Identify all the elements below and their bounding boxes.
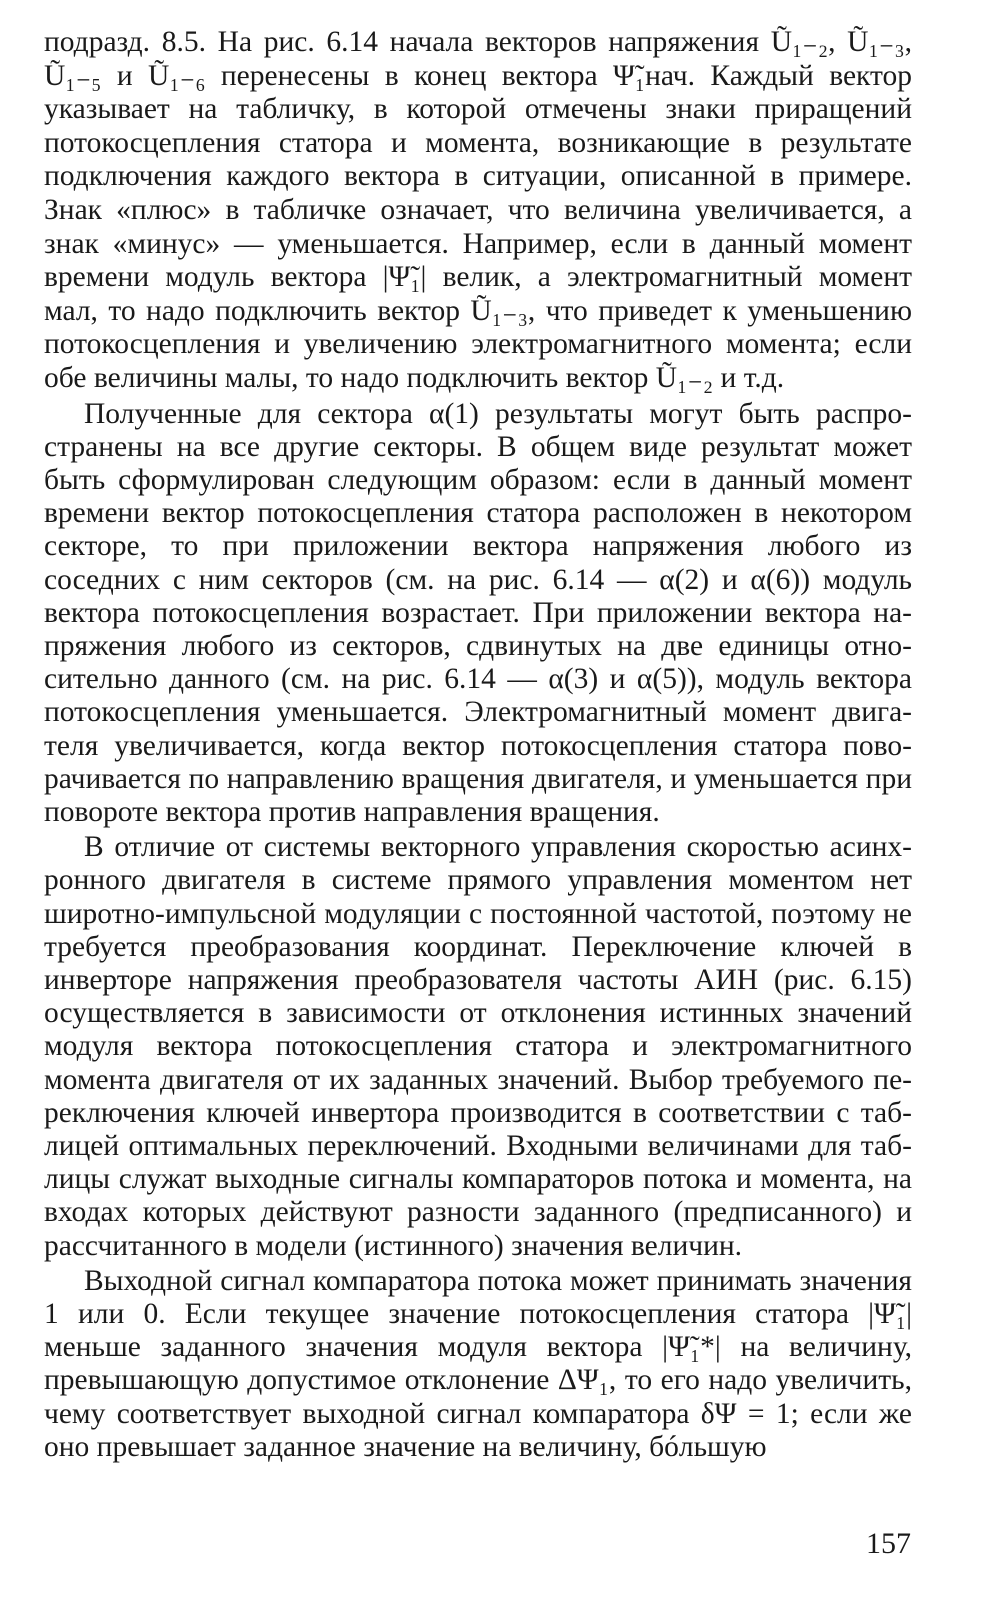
paragraph-4: Выходной сигнал компаратора потока может принимать значения 1 или 0. Если текущее значение потокосцепления статора |Ψ̃₁| меньше заданного значения модуля вектора |Ψ̃₁*| на величину, превышающую допустимое отклонение ΔΨ₁, то его надо увеличить, чему соответствует выходной сигнал компаратора δΨ = 1; если же оно превышает заданное значение на величину, бóльшую xyxy=(44,1264,912,1463)
page-number: 157 xyxy=(866,1527,911,1560)
paragraph-1: подразд. 8.5. На рис. 6.14 начала векторов напряжения Ũ₁₋₂, Ũ₁₋₃, Ũ₁₋₅ и Ũ₁₋₆ перенесены в конец вектора Ψ̃₁нач. Каждый вектор указывает на табличку, в которой отмечены знаки приращений потокосцепления статора и момента, возникающие в результате подключения каждого вектора в ситуации, описанной в примере. Знак «плюс» в табличке означает, что величина увеличивается, а знак «минус» — уменьшается. Например, если в данный момент времени модуль вектора |Ψ̃₁| велик, а электромагнитный момент мал, то надо подключить вектор Ũ₁₋₃, что приведет к уменьшению потокосцепления и увеличению электромагнитного момента; если обе величины малы, то надо подключить вектор Ũ₁₋₂ и т.д. xyxy=(44,26,912,394)
page-body xyxy=(44,26,912,1464)
paragraph-3: В отличие от системы векторного управления скоростью асинхронного двигателя в системе прямого управления моментом нет широтно-импульсной модуляции с постоянной частотой, поэтому не требуется преобразования координат. Переключение ключей в инверторе напряжения преобразователя частоты АИН (рис. 6.15) осуществляется в зависимости от отклонения истинных значений модуля вектора потокосцепления статора и электромагнитного момента двигателя от их заданных значений. Выбор требуемого переключения ключей инвертора производится в соответствии с таблицей оптимальных переключений. Входными величинами для таблицы служат выходные сигналы компараторов потока и момента, на входах которых действуют разности заданного (предписанного) и рассчитанного в модели (истинного) значения величин. xyxy=(44,831,912,1262)
paragraph-2: Полученные для сектора α(1) результаты могут быть распространены на все другие секторы. В общем виде результат может быть сформулирован следующим образом: если в данный момент времени вектор потокосцепления статора расположен в некотором секторе, то при приложении вектора напряжения любого из соседних с ним секторов (см. на рис. 6.14 — α(2) и α(6)) модуль вектора потокосцепления возрастает. При приложении вектора напряжения любого из секторов, сдвинутых на две единицы относительно данного (см. на рис. 6.14 — α(3) и α(5)), модуль вектора потокосцепления уменьшается. Электромагнитный момент двигателя увеличивается, когда вектор потокосцепления статора поворачивается по направлению вращения двигателя, и уменьшается при повороте вектора против направления вращения. xyxy=(44,397,912,828)
